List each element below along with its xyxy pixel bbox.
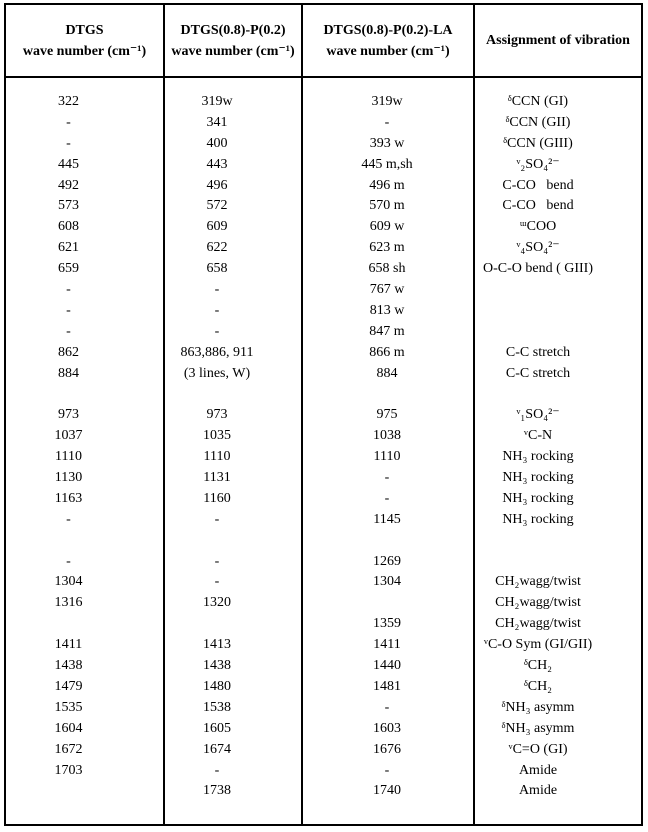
cell-dtgs-row15: 973 <box>58 407 79 423</box>
header-title: DTGS <box>65 22 104 38</box>
cell-assignment-row21 <box>475 531 601 552</box>
cell-dtgs-row28: 1479 <box>54 678 83 694</box>
cell-assignment-row17: NH₃ rocking <box>502 449 574 465</box>
cell-dtgs_p_la-row16: 1038 <box>373 428 401 444</box>
cell-assignment-row10 <box>475 301 601 322</box>
cell-assignment-row25: CH₂wagg/twist <box>495 616 581 632</box>
cell-dtgs-row33 <box>6 781 131 802</box>
cell-assignment-row19: NH₃ rocking <box>502 490 574 506</box>
header-cell-dtgs-p-la <box>303 5 475 76</box>
cell-dtgs_p_la-row28: 1481 <box>373 678 401 694</box>
cell-dtgs_p-row8: 658 <box>206 261 228 277</box>
cell-dtgs_p_la-row13: 884 <box>376 365 398 381</box>
cell-dtgs_p-row5: 572 <box>206 198 228 214</box>
cell-dtgs-row1: - <box>66 114 71 130</box>
cell-dtgs-row17: 1110 <box>55 449 82 465</box>
cell-dtgs-row25 <box>6 614 131 635</box>
body-col-dtgs-p-la <box>303 78 475 824</box>
cell-dtgs_p_la-row18: - <box>384 470 390 486</box>
cell-dtgs_p_la-row8: 658 sh <box>368 261 406 277</box>
cell-assignment-row31: ᵛC=O (GI) <box>508 741 568 757</box>
cell-assignment-row27: ᵟCH₂ <box>523 658 553 674</box>
cell-dtgs_p_la-row20: 1145 <box>373 511 401 527</box>
cell-dtgs_p_la-row15: 975 <box>376 407 398 423</box>
cell-assignment-row20: NH₃ rocking <box>502 511 574 527</box>
cell-dtgs_p-row15: 973 <box>206 407 228 423</box>
cell-dtgs_p_la-row19: - <box>384 490 390 506</box>
cell-dtgs_p-row33: 1738 <box>203 783 231 799</box>
cell-dtgs-row4: 492 <box>58 177 79 193</box>
cell-assignment-row32: Amide <box>518 762 558 778</box>
cell-dtgs-row3: 445 <box>58 156 79 172</box>
cell-assignment-row14 <box>475 384 601 405</box>
cell-dtgs_p-row26: 1413 <box>203 637 231 653</box>
cell-dtgs-row11: - <box>66 323 71 339</box>
cell-assignment-row22 <box>475 552 601 573</box>
header-subtitle: wave number (cm⁻¹) <box>171 43 295 59</box>
cell-dtgs_p_la-row17: 1110 <box>373 449 401 465</box>
cell-dtgs-row18: 1130 <box>54 470 83 486</box>
cell-assignment-row13: C-C stretch <box>505 365 571 381</box>
cell-dtgs_p-row9: - <box>214 282 220 298</box>
cell-assignment-row1: ᵟCCN (GII) <box>505 114 571 130</box>
cell-assignment-row0: ᵟCCN (GI) <box>507 94 569 109</box>
cell-dtgs-row31: 1672 <box>54 741 83 757</box>
cell-dtgs_p_la-row27: 1440 <box>373 658 401 674</box>
cell-dtgs-row20: - <box>66 511 71 527</box>
cell-assignment-row4: C-CO bend <box>502 177 574 193</box>
cell-dtgs-row10: - <box>66 302 71 318</box>
cell-assignment-row9 <box>475 280 601 301</box>
cell-dtgs_p_la-row1: - <box>384 114 390 130</box>
cell-assignment-row7: ᵛ₄SO₄²⁻ <box>516 240 560 256</box>
header-subtitle: wave number (cm⁻¹) <box>326 43 450 59</box>
cell-dtgs_p-row23: - <box>214 574 220 590</box>
header-title: DTGS(0.8)-P(0.2)-LA <box>323 22 453 38</box>
cell-dtgs_p-row17: 1110 <box>203 449 231 465</box>
cell-dtgs_p-row30: 1605 <box>203 720 231 736</box>
cell-dtgs-row32: 1703 <box>54 762 83 778</box>
cell-dtgs_p-row6: 609 <box>206 219 228 235</box>
cell-dtgs_p-row19: 1160 <box>203 490 231 506</box>
cell-dtgs_p-row10: - <box>214 302 220 318</box>
cell-assignment-row5: C-CO bend <box>502 198 574 214</box>
cell-dtgs-row23: 1304 <box>54 574 83 590</box>
cell-dtgs-row13: 884 <box>58 365 79 381</box>
cell-dtgs-row19: 1163 <box>54 490 83 506</box>
cell-dtgs-row26: 1411 <box>54 637 83 653</box>
cell-assignment-row15: ᵛ₁SO₄²⁻ <box>516 407 560 423</box>
cell-assignment-row2: ᵟCCN (GIII) <box>503 135 573 151</box>
cell-dtgs_p-row32: - <box>214 762 220 778</box>
cell-assignment-row33: Amide <box>518 783 558 799</box>
cell-dtgs_p_la-row10: 813 w <box>369 302 405 318</box>
cell-assignment-row30: ᵟNH₃ asymm <box>501 720 575 736</box>
cell-assignment-row8: O-C-O bend ( GIII) <box>482 261 594 277</box>
cell-assignment-row3: ᵛ₂SO₄²⁻ <box>516 156 560 172</box>
cell-dtgs-row14 <box>6 384 131 405</box>
cell-assignment-row16: ᵛC-N <box>523 428 553 444</box>
cell-dtgs-row21 <box>6 531 131 552</box>
cell-dtgs_p-row11: - <box>214 323 220 339</box>
cell-dtgs_p-row7: 622 <box>206 240 228 256</box>
cell-dtgs_p-row18: 1131 <box>203 470 231 486</box>
cell-dtgs_p-row0: 319w <box>201 94 233 109</box>
cell-dtgs-row30: 1604 <box>54 720 83 736</box>
header-title: DTGS(0.8)-P(0.2) <box>180 22 286 38</box>
cell-dtgs_p-row31: 1674 <box>203 741 231 757</box>
cell-dtgs_p_la-row5: 570 m <box>369 198 405 214</box>
cell-dtgs_p-row24: 1320 <box>203 595 231 611</box>
cell-dtgs_p_la-row3: 445 m,sh <box>361 156 413 172</box>
cell-dtgs_p_la-row14 <box>303 384 471 405</box>
cell-assignment-row29: ᵟNH₃ asymm <box>501 699 575 715</box>
cell-dtgs_p_la-row22: 1269 <box>373 553 401 569</box>
cell-dtgs_p_la-row29: - <box>384 699 390 715</box>
cell-dtgs_p_la-row9: 767 w <box>369 282 405 298</box>
table-body <box>6 78 641 824</box>
cell-dtgs_p_la-row26: 1411 <box>373 637 401 653</box>
cell-dtgs_p-row22: - <box>214 553 220 569</box>
cell-dtgs-row27: 1438 <box>54 658 83 674</box>
cell-dtgs-row12: 862 <box>58 344 79 360</box>
cell-dtgs_p_la-row30: 1603 <box>373 720 401 736</box>
cell-dtgs_p_la-row0: 319w <box>371 94 403 109</box>
cell-dtgs_p_la-row21 <box>303 531 471 552</box>
cell-dtgs-row6: 608 <box>58 219 79 235</box>
cell-assignment-row26: ᵛC-O Sym (GI/GII) <box>483 637 593 653</box>
cell-dtgs_p_la-row7: 623 m <box>369 240 405 256</box>
cell-dtgs-row7: 621 <box>58 240 79 256</box>
cell-dtgs_p_la-row24 <box>303 593 471 614</box>
cell-dtgs_p-row14 <box>165 384 269 405</box>
cell-dtgs_p-row3: 443 <box>206 156 228 172</box>
cell-dtgs-row8: 659 <box>58 261 79 277</box>
cell-dtgs-row9: - <box>66 282 71 298</box>
cell-dtgs_p-row20: - <box>214 511 220 527</box>
cell-dtgs_p_la-row23: 1304 <box>373 574 401 590</box>
cell-dtgs_p-row27: 1438 <box>203 658 231 674</box>
table-header <box>6 5 641 78</box>
cell-dtgs_p_la-row32: - <box>384 762 390 778</box>
cell-dtgs_p-row4: 496 <box>206 177 228 193</box>
cell-dtgs-row16: 1037 <box>54 428 83 444</box>
cell-dtgs-row24: 1316 <box>54 595 83 611</box>
cell-dtgs_p_la-row25: 1359 <box>373 616 401 632</box>
cell-dtgs_p_la-row2: 393 w <box>369 135 405 151</box>
cell-assignment-row12: C-C stretch <box>505 344 571 360</box>
cell-dtgs_p-row13: (3 lines, W) <box>183 365 251 381</box>
header-cell-dtgs <box>6 5 165 76</box>
cell-dtgs-row2: - <box>66 135 71 151</box>
header-subtitle: wave number (cm⁻¹) <box>22 43 147 59</box>
header-cell-assignment <box>475 5 641 76</box>
vibration-table <box>4 3 643 826</box>
cell-dtgs-row5: 573 <box>58 198 79 214</box>
cell-dtgs_p-row21 <box>165 531 269 552</box>
cell-dtgs_p-row2: 400 <box>206 135 228 151</box>
cell-dtgs-row22: - <box>66 553 71 569</box>
cell-assignment-row24: CH₂wagg/twist <box>495 595 581 611</box>
cell-dtgs_p-row16: 1035 <box>203 428 231 444</box>
cell-dtgs_p-row29: 1538 <box>203 699 231 715</box>
cell-assignment-row23: CH₂wagg/twist <box>495 574 581 590</box>
body-col-dtgs-p <box>165 78 303 824</box>
cell-dtgs_p_la-row31: 1676 <box>373 741 401 757</box>
cell-dtgs_p-row1: 341 <box>206 114 228 130</box>
cell-dtgs_p-row25 <box>165 614 269 635</box>
cell-dtgs_p_la-row33: 1740 <box>373 783 401 799</box>
cell-assignment-row28: ᵟCH₂ <box>523 678 553 694</box>
cell-assignment-row11 <box>475 322 601 343</box>
cell-dtgs_p_la-row6: 609 w <box>369 219 405 235</box>
cell-assignment-row18: NH₃ rocking <box>502 470 574 486</box>
body-col-assignment <box>475 78 641 824</box>
header-cell-dtgs-p <box>165 5 303 76</box>
cell-assignment-row6: ᵚCOO <box>519 219 557 235</box>
body-col-dtgs <box>6 78 165 824</box>
cell-dtgs_p-row12: 863,886, 911 <box>180 344 254 360</box>
cell-dtgs_p_la-row12: 866 m <box>369 344 405 360</box>
cell-dtgs_p_la-row11: 847 m <box>369 323 405 339</box>
header-title: Assignment of vibration <box>486 33 630 48</box>
cell-dtgs-row0: 322 <box>58 94 79 109</box>
cell-dtgs_p-row28: 1480 <box>203 678 231 694</box>
cell-dtgs-row29: 1535 <box>54 699 83 715</box>
cell-dtgs_p_la-row4: 496 m <box>369 177 405 193</box>
